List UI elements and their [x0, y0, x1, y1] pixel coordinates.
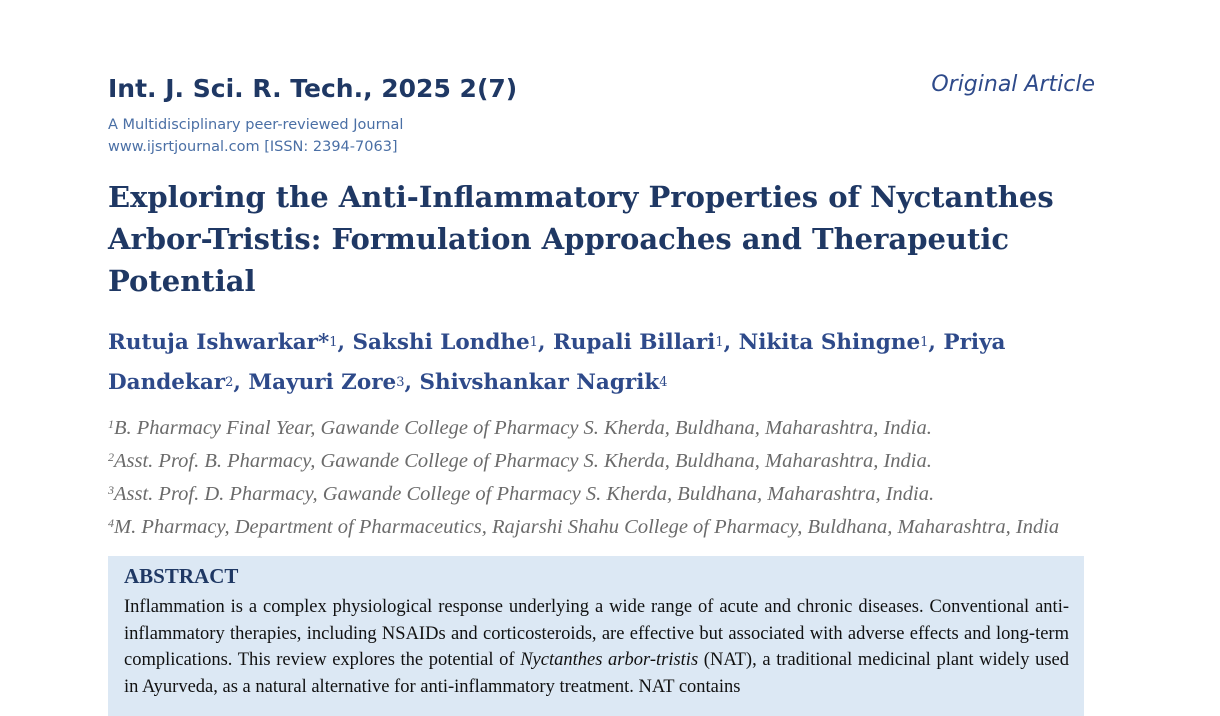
author-name: Priya Dandekar — [108, 330, 1006, 395]
affiliation-mark: 4 — [659, 375, 668, 390]
paper-title — [108, 176, 1108, 302]
author-separator: , — [723, 330, 739, 355]
abstract-text — [124, 594, 1069, 700]
author-name: Rupali Billari — [552, 330, 716, 355]
author-separator: , — [537, 330, 553, 355]
affiliation-text: M. Pharmacy, Department of Pharmaceutics, Rajarshi Shahu College of Pharmacy, Buldhana, Maharashtra, India — [114, 516, 1060, 538]
affiliation-item — [108, 476, 1098, 509]
affiliation-number: 2 — [108, 450, 114, 464]
affiliation-list — [108, 410, 1098, 542]
journal-title: Int. J. Sci. R. Tech., 2025 2(7) — [108, 74, 518, 103]
affiliation-item — [108, 509, 1098, 542]
author-separator: , — [337, 330, 353, 355]
species-name: Nyctanthes arbor-tristis — [520, 650, 699, 670]
abstract-section — [108, 556, 1084, 716]
abstract-text-part: Inflammation is a complex physiological response underlying a wide range of acute and chronic diseases. Conventional anti-inflammatory therapies, including NSAIDs and corticosteroids, are effective but associated with adverse effects and long-term complications. This review explores the potential of — [124, 597, 1069, 670]
affiliation-text: Asst. Prof. D. Pharmacy, Gawande College of Pharmacy S. Kherda, Buldhana, Maharashtra, India. — [114, 483, 935, 505]
paper-title-line: Potential — [108, 264, 256, 298]
author-name: Shivshankar Nagrik — [419, 370, 660, 395]
affiliation-number: 3 — [108, 483, 114, 497]
affiliation-mark: 1 — [529, 335, 538, 350]
author-separator: , — [233, 370, 249, 395]
author-name: Rutuja Ishwarkar* — [108, 330, 330, 355]
author-name: Mayuri Zore — [248, 370, 397, 395]
author-separator: , — [404, 370, 420, 395]
affiliation-text: B. Pharmacy Final Year, Gawande College of Pharmacy S. Kherda, Buldhana, Maharashtra, India. — [114, 417, 932, 439]
journal-info — [108, 114, 403, 158]
affiliation-number: 1 — [108, 417, 114, 431]
paper-title-line: Exploring the Anti-Inflammatory Properties of Nyctanthes — [108, 180, 1054, 214]
affiliation-mark: 1 — [920, 335, 929, 350]
author-name: Nikita Shingne — [738, 330, 921, 355]
affiliation-number: 4 — [108, 516, 114, 530]
affiliation-mark: 2 — [225, 375, 234, 390]
abstract-text-part: (NAT), a traditional medicinal plant widely used in Ayurveda, as a natural alternative for anti-inflammatory treatment. NAT contains — [124, 650, 1069, 697]
journal-tagline: A Multidisciplinary peer-reviewed Journal — [108, 117, 404, 133]
article-type-label: Original Article — [931, 72, 1095, 97]
affiliation-text: Asst. Prof. B. Pharmacy, Gawande College of Pharmacy S. Kherda, Buldhana, Maharashtra, India. — [114, 450, 932, 472]
author-list — [108, 323, 1088, 403]
affiliation-mark: 3 — [396, 375, 405, 390]
affiliation-mark: 1 — [715, 335, 724, 350]
affiliation-item — [108, 443, 1098, 476]
author-separator: , — [928, 330, 944, 355]
affiliation-item — [108, 410, 1098, 443]
paper-title-line: Arbor-Tristis: Formulation Approaches and Therapeutic — [108, 222, 1010, 256]
journal-website-link[interactable]: www.ijsrtjournal.com [ISSN: 2394-7063] — [108, 139, 398, 155]
affiliation-mark: 1 — [329, 335, 338, 350]
author-name: Sakshi Londhe — [352, 330, 530, 355]
abstract-heading: ABSTRACT — [124, 564, 239, 588]
